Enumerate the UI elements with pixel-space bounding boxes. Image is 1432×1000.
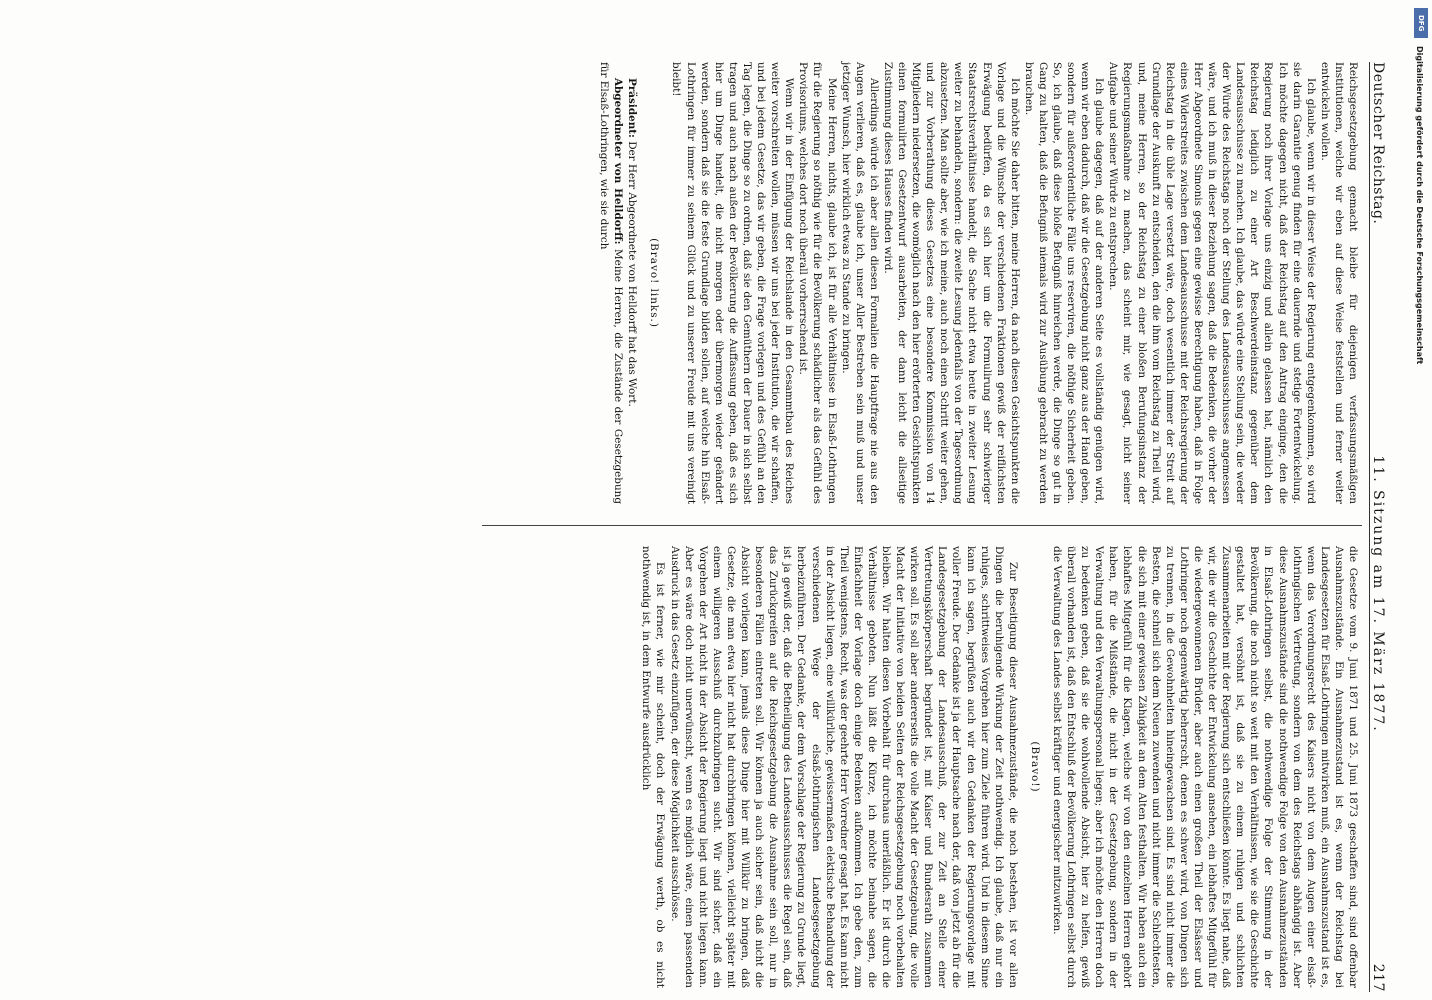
applause-note: (Bravo!) [1028,741,1041,793]
page-number: 217 [1370,963,1386,992]
paragraph: Reichsgesetzgebung gemacht bleibe für diejenigen verfassungsmäßigen Institutionen, welche wir eben auf diese Weise feststellen und ferner weiter entwickeln wollen. [1318,62,1359,504]
paragraph: Allerdings würde ich aber allen diesen Formalien die Hauptfrage nie aus den Augen verlieren, daß es, glaube ich, unser Aller Bestreben sein muß und unser jetziger Wunsch, hier wirklich etwas zu Stande zu bringen. [839,62,880,504]
paragraph: Zur Beseitigung dieser Ausnahmezustände, die noch bestehen, ist vor allen Dingen die beruhigende Wirkung der Zeit nothwendig. Ich glaube, daß nur ein ruhiges, schrittweises Vorgehen hier zum Ziele führen wird. Und in diesem Sinne kann ich sagen, begrüßen auch wir den Gedanken der Regierungsvorlage mit voller Freude. Der Gedanke ist ja der Hauptsache nach der, daß von jetzt ab für die Landesgesetzgebung der Landesausschuß, der zur Zeit an Stelle einer Vertretungskörperschaft begründet ist, mit Kaiser und Bundesrath zusammen wirken soll. Es soll aber andererseits die volle Macht der Gesetzgebung, die volle Macht der Initiative von beiden Seiten der Reichsgesetzgebung noch vorbehalten bleiben. Wir halten diesen Vorbehalt für durchaus unerläßlich. Er ist durch die Verhältnisse geboten. Nun läßt die Kürze, ich möchte beinahe sagen, die Einfachheit der Vorlage doch einige Bedenken aufkommen. Ich gebe den, zum Theil wenigstens, Recht, was der geehrte Herr Vorredner gesagt hat. Es kann nicht in der Absicht liegen, eine willkürliche, gewissermaßen elektische Behandlung der verschiedenen Wege der elsaß-lothringischen Landesgesetzgebung herbeizuführen. Der Gedanke, der dem Vorschlage der Regierung zu Grunde liegt, ist ja gewiß der, daß die Betheiligung des Landesausschusses die Regel sein, daß das Zurückgreifen auf die Reichsgesetzgebung die Ausnahme sein soll, nur in besonderen Fällen eintreten soll. Wir können ja auch sicher sein, daß nicht die Absicht vorliegen kann, jemals diese Dinge hier mit Willkür zu bringen, daß Gesetze, die man etwa hier nicht hat durchbringen können, vielleicht später mit einem willigeren Ausschuß durchzubringen sucht. Wir sind sicher, daß ein Vorgehen der Art nicht in der Absicht der Regierung liegt und nicht liegen kann. Aber es wäre doch nicht unerwünscht, wenn es möglich wäre, einen passenden Ausdruck in das Gesetz einzufügen, der diese Möglichkeit ausschlösse. [668,546,1019,988]
paragraph: Meine Herren, nichts, glaube ich, ist für alle Verhältnisse in Elsaß-Lothringen für die Regierung so nöthig wie für die Bevölkerung schädlicher als das Gefühl des Provisoriums, welches dort noch überall vorherrschend ist. [797,62,838,504]
speaker-name: Abgeordneter von Helldorff: [612,78,625,245]
paragraph: Es ist ferner, wie mir scheint, doch der Erwägung werth, ob es nicht nothwendig ist, in dem Entwurfe ausdrücklich [640,546,667,988]
left-column [597,62,1360,504]
paragraph: Ich möchte Sie daher bitten, meine Herren, da nach diesen Gesichtspunkten die Vorlage und die Wünsche der verschiedenen Fraktionen gewiß der reiflichsten Erwägung bedürfen, da es sich hier um die Formulirung sehr schwieriger Staatsrechtsverhältnisse handelt, die Sache nicht etwa heute in zweiter Lesung weiter zu behandeln, sondern: die zweite Lesung jedenfalls von der Tagesordnung abzusetzen. Man sollte aber, wie ich meine, auch noch einen Schritt weiter gehen, und zur Vorberathung dieses Gesetzes eine besondere Kommission von 14 Mitgliedern niedersetzen, die womöglich nach den hier erörterten Gesichtspunkten einen formulirten Gesetzentwurf ausarbeiten, der dann leicht die allseitige Zustimmung dieses Hauses finden wird. [881,62,1021,505]
header-left: Deutscher Reichstag. [1370,62,1386,225]
header-center: 11. Sitzung am 17. März 1877. [1370,455,1386,733]
funding-note: Digitalisierung gefördert durch die Deutsche Forschungsgemeinschaft [1415,46,1424,365]
speaker-name: Präsident: [626,78,639,138]
paragraph: Abgeordneter von Helldorff: Meine Herren, die Zustände der Gesetzgebung für Elsaß-Lothringen, wie sie durch [598,62,625,504]
paragraph: die Gesetze vom 9. Juni 1871 und 25. Juni 1873 geschaffen sind, sind offenbar Ausnahmszustände. Ein Ausnahmezustand ist es, wenn der Reichstag bei Landesgesetzen für Elsaß-Lothringen mitwirken muß, ein Ausnahmszustand ist es, wenn das Verordnungsrecht des Kaisers nicht von dem Augen einer elsaß-lothringischen Vertretung, sondern von dem des Reichstags abhängig ist. Aber diese Ausnahmszustände sind die nothwendige Folge von den Ausnahmezuständen in Elsaß-Lothringen selbst, die nothwendige Folge der Stimmung in der Bevölkerung, die noch nicht so weit mit den Verhältnissen, wie sie die Geschichte gestaltet hat, versöhnt ist, daß sie zu einem ruhigen und schlichten Zusammenarbeiten mit der Regierung sich entschließen könnte. Es liegt nahe, daß wir, die wir die Geschichte der Entwickelung ansehen, ein lebhaftes Mitgefühl für die wiedergewonnenen Brüder, aber auch einen großen Theil der Elsässer und Lothringer noch gegenwärtig beherrscht, denen es schwer wird, von Dingen sich zu trennen, in die Gewohnheiten hineingewachsen sind. Es sind nicht immer die Besten, die schnell sich dem Neuen zuwenden und nicht immer die Schlechtesten, die sich mit einer gewissen Zähigkeit an dem Alten festhalten. Wir haben auch ein lebhaftes Mitgefühl für die Klagen, welche wir von den einzelnen Herren gehört haben, für die Mißstände, die nicht in der Gesetzgebung, sondern in der Verwaltung und den Verwaltungspersonal liegen; aber ich möchte den Herren doch zu bedenken geben, daß sie die wohlwollende Absicht, hier zu helfen, gewiß überall vorhanden ist, daß den Entschluß der Bevölkerung Lothringen selbst durch die Verwaltung des Landes selbst kräftiger und energischer mitzuwirken. [1051,546,1359,988]
paragraph: Wenn wir in der Einfügung der Reichslande in den Gesammtbau des Reiches weiter vorschreiten wollen, müssen wir uns bei jeder Institution, die wir schaffen, und bei jedem Gesetze, das wir geben, die Frage vorlegen und des Gefühl an den Tag legen, die Dinge so zu ordnen, daß sie den Gemüthern der Dauer in sich selbst tragen und auch nach außen der Bevölkerung die Auffassung geben, daß es sich hier um Dinge handelt, die nicht morgen oder übermorgen wieder geändert werden, sondern daß sie die feste Grundlage bilden sollen, auf welche hin Elsaß-Lothringen für immer zu seinem Glück und zu unserer Freude mit uns vereinigt bleibt! [670,62,796,504]
right-column [639,546,1360,988]
paragraph: Präsident: Der Herr Abgeordnete von Helldorff hat das Wort. [626,78,639,407]
applause-note: (Bravo! links.) [648,238,661,328]
paragraph: Ich glaube, wenn wir in dieser Weise der Regierung entgegenkommen, so wird sie darin Garantie genug finden für eine dauernde und stetige Fortentwickelung. Ich möchte dagegen nicht, daß der Reichstag auf den Antrag einginge, den die Regierung noch ihrer Vorlage uns einzig und allein gelassen hat, nämlich den Reichstag lediglich zu einer Art Beschwerdeinstanz gegenüber dem Landesausschusse zu machen. Ich glaube, das würde eine Stellung sein, die weder der Würde des Reichstags noch der Stellung des Landesausschusses angemessen wäre, und ich muß in dieser Beziehung sagen, daß die Bedenken, die vorher der Herr Abgeordnete Simonis gegen eine gewisse Berechtigung haben, daß in Folge eines Widerstreites zwischen dem Landesausschusse mit der Reichsregierung der Reichstag in die üble Lage versetzt wäre, doch wesentlich immer der Streit auf Grundlage der Auskunft zu entscheiden, den die ihm vom Reichstag zu Theil wird, und, meine Herren, so der Reichstag zu einer bloßen Berufungsinstanz der Regierungsmaßnahme zu machen, das scheint mir, wie gesagt, nicht seiner Aufgabe und seiner Würde zu entsprechen. [1107,62,1317,504]
rotated-page-content [60,62,1400,992]
column-divider [482,525,1362,526]
paragraph: Ich glaube dagegen, daß auf der anderen Seite es vollständig genügen wird, wenn wir eben dadurch, daß wir die Gesetzgebung nicht ganz aus der Hand geben, sondern für außerordentliche Fälle uns reserviren, die nöthige Sicherheit geben. So, ich glaube, daß diese bloße Befugniß hinreichen werde, die Dinge so gut in Gang zu halten, daß die Befugniß niemals wird zur Ausübung gebracht zu werden brauchen. [1022,62,1106,504]
dfg-logo: DFG [1414,8,1428,38]
page-header [1369,62,1400,992]
